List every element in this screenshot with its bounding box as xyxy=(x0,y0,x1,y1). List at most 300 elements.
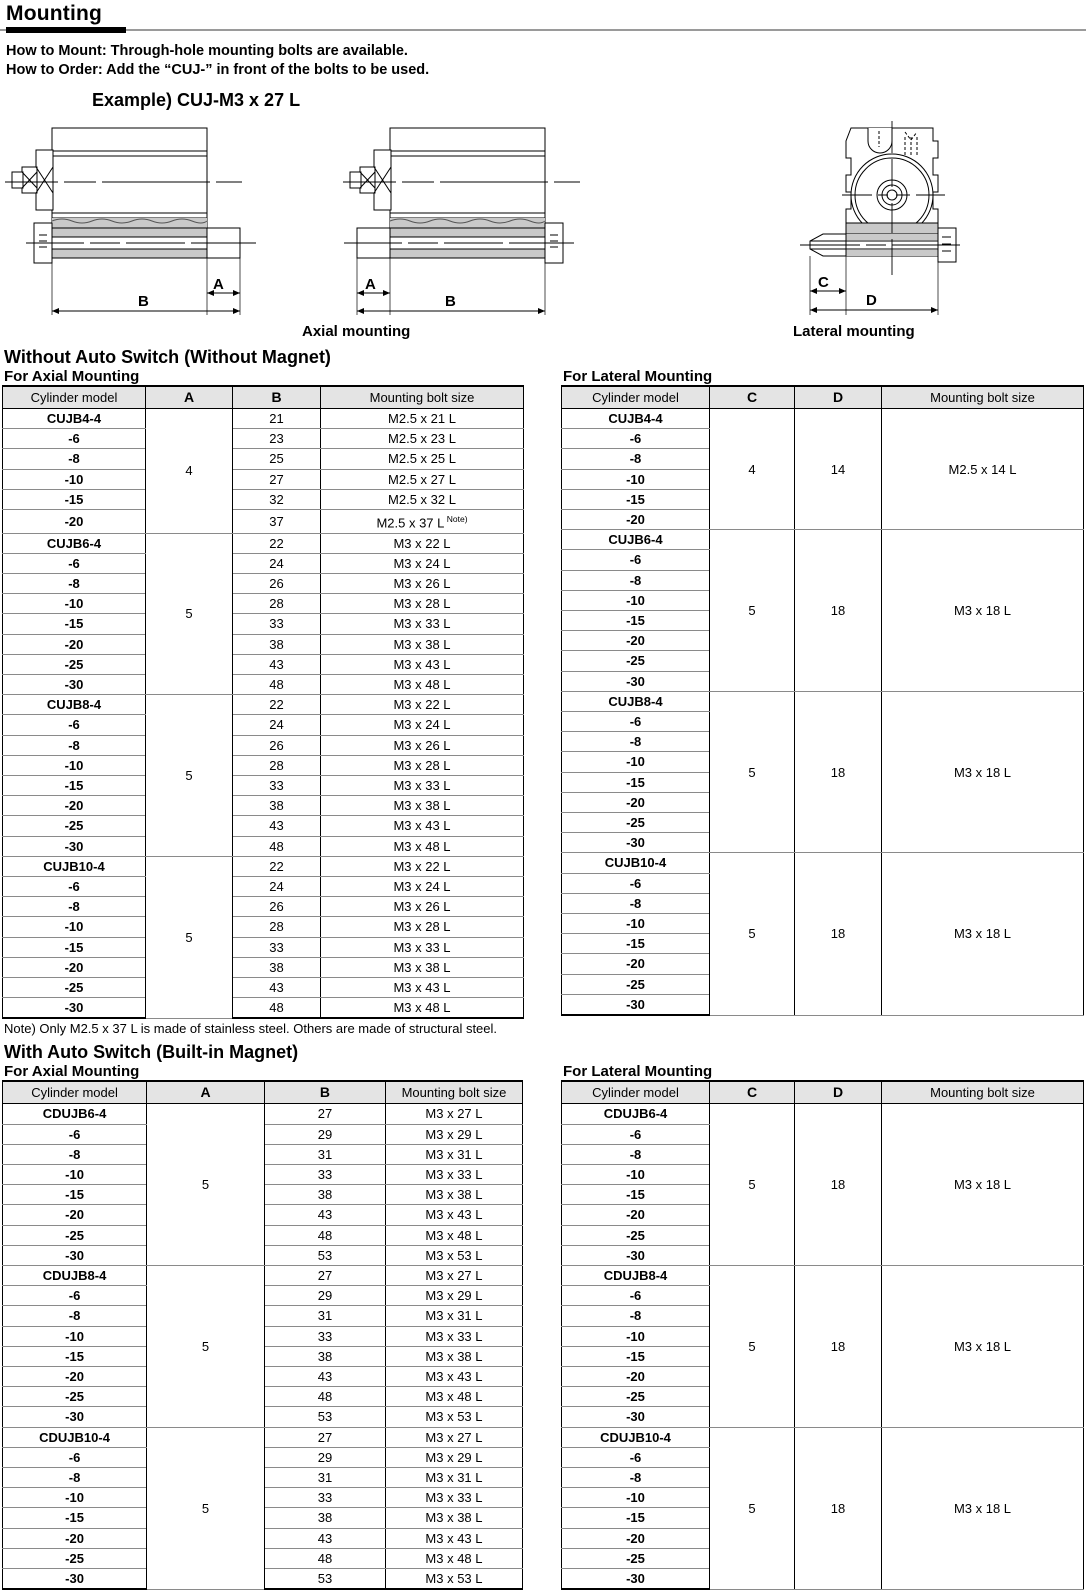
cell-b: 33 xyxy=(265,1488,386,1508)
cell-bolt-size: M2.5 x 23 L xyxy=(321,429,524,449)
table-row xyxy=(562,691,1084,711)
cell-cylinder-model: -10 xyxy=(562,914,710,934)
cell-cylinder-model: -10 xyxy=(562,1488,710,1508)
cell-cylinder-model: -30 xyxy=(562,833,710,853)
cell-cylinder-model: -6 xyxy=(562,712,710,732)
cell-b: 27 xyxy=(265,1104,386,1124)
table-row xyxy=(3,594,524,614)
cell-cylinder-model: -30 xyxy=(562,994,710,1015)
cell-cylinder-model: -6 xyxy=(3,877,146,897)
cell-d: 18 xyxy=(795,1104,882,1266)
cell-bolt-size: M3 x 53 L xyxy=(385,1245,522,1265)
cell-b: 31 xyxy=(265,1144,386,1164)
cell-b: 43 xyxy=(265,1528,386,1548)
cell-b: 43 xyxy=(233,654,321,674)
table-row xyxy=(562,853,1084,873)
cell-cylinder-model: -8 xyxy=(562,732,710,752)
cell-c: 5 xyxy=(710,1427,795,1589)
cell-bolt-size: M3 x 33 L xyxy=(321,937,524,957)
cell-cylinder-model: -30 xyxy=(3,998,146,1019)
cell-bolt-size: M3 x 24 L xyxy=(321,553,524,573)
cell-bolt-size: M3 x 48 L xyxy=(385,1225,522,1245)
cell-c: 5 xyxy=(710,1104,795,1266)
cell-b: 53 xyxy=(265,1245,386,1265)
cell-cylinder-model: -15 xyxy=(562,1346,710,1366)
cell-cylinder-model: -25 xyxy=(562,813,710,833)
cell-d: 18 xyxy=(795,1266,882,1428)
cell-cylinder-model: -20 xyxy=(562,792,710,812)
dim-label-b-right: B xyxy=(445,293,456,310)
cell-bolt-size: M3 x 38 L xyxy=(321,634,524,654)
cell-a: 5 xyxy=(147,1427,265,1589)
cell-a: 5 xyxy=(146,856,233,1018)
cell-cylinder-model: -30 xyxy=(3,1245,147,1265)
cell-cylinder-model: CUJB4-4 xyxy=(3,409,146,429)
cell-b: 43 xyxy=(265,1367,386,1387)
cell-cylinder-model: -15 xyxy=(3,1508,147,1528)
cell-bolt-size: M3 x 48 L xyxy=(321,998,524,1019)
table-row xyxy=(3,897,524,917)
cell-bolt-size: M3 x 28 L xyxy=(321,594,524,614)
cell-bolt-size: M3 x 33 L xyxy=(385,1488,522,1508)
cell-b: 21 xyxy=(233,409,321,429)
cell-cylinder-model: CUJB4-4 xyxy=(562,409,710,429)
cell-bolt-size: M3 x 26 L xyxy=(321,897,524,917)
drawings-svg xyxy=(0,115,1086,347)
cell-cylinder-model: -30 xyxy=(562,671,710,691)
col-bolt-size: Mounting bolt size xyxy=(882,386,1084,409)
cell-cylinder-model: -8 xyxy=(562,1144,710,1164)
cell-a: 5 xyxy=(146,533,233,695)
section-with-axial-heading: For Axial Mounting xyxy=(4,1063,140,1081)
table-row xyxy=(3,957,524,977)
dim-label-b-left: B xyxy=(138,293,149,310)
col-cylinder-model: Cylinder model xyxy=(3,1081,147,1104)
cell-bolt-size: M3 x 33 L xyxy=(385,1165,522,1185)
cell-bolt-size: M3 x 31 L xyxy=(385,1468,522,1488)
cell-cylinder-model: -25 xyxy=(3,978,146,998)
cell-cylinder-model: -6 xyxy=(562,873,710,893)
dim-label-d: D xyxy=(866,292,877,309)
cell-bolt-size: M3 x 22 L xyxy=(321,695,524,715)
table-row xyxy=(562,1266,1084,1286)
cell-cylinder-model: -6 xyxy=(3,715,146,735)
table-row xyxy=(3,775,524,795)
table-header-row xyxy=(562,386,1084,409)
table-body xyxy=(562,1104,1084,1589)
cell-b: 33 xyxy=(265,1326,386,1346)
cell-cylinder-model: -30 xyxy=(562,1245,710,1265)
cell-b: 38 xyxy=(265,1185,386,1205)
cell-b: 26 xyxy=(233,735,321,755)
cell-cylinder-model: -25 xyxy=(3,1387,147,1407)
cell-bolt-size: M3 x 29 L xyxy=(385,1447,522,1467)
cell-b: 27 xyxy=(265,1266,386,1286)
cell-cylinder-model: -10 xyxy=(562,752,710,772)
cell-a: 5 xyxy=(147,1104,265,1266)
table-body xyxy=(3,409,524,1019)
cell-cylinder-model: -20 xyxy=(3,796,146,816)
cell-b: 37 xyxy=(233,510,321,534)
table-row xyxy=(3,1427,523,1447)
table-header-row xyxy=(3,386,524,409)
cell-cylinder-model: CDUJB6-4 xyxy=(562,1104,710,1124)
table-row xyxy=(3,735,524,755)
cell-cylinder-model: -15 xyxy=(562,772,710,792)
cell-b: 22 xyxy=(233,856,321,876)
cell-bolt-size: M3 x 18 L xyxy=(882,1266,1084,1428)
cell-b: 38 xyxy=(265,1346,386,1366)
cell-d: 18 xyxy=(795,530,882,692)
table-without-axial xyxy=(2,385,524,1019)
cell-bolt-size: M3 x 18 L xyxy=(882,691,1084,853)
cell-bolt-size: M3 x 48 L xyxy=(385,1548,522,1568)
cell-c: 5 xyxy=(710,1266,795,1428)
title-rule-thin xyxy=(0,29,1086,31)
cell-b: 43 xyxy=(233,816,321,836)
cell-b: 25 xyxy=(233,449,321,469)
note-superscript: Note) xyxy=(444,514,468,525)
table-with-axial xyxy=(2,1080,523,1590)
cell-cylinder-model: -20 xyxy=(562,1367,710,1387)
cell-b: 38 xyxy=(233,796,321,816)
cell-bolt-size: M3 x 48 L xyxy=(321,674,524,694)
cell-bolt-size: M3 x 22 L xyxy=(321,533,524,553)
cell-bolt-size: M3 x 24 L xyxy=(321,877,524,897)
cell-b: 33 xyxy=(233,614,321,634)
cell-bolt-size: M3 x 27 L xyxy=(385,1104,522,1124)
axial-mounting-caption: Axial mounting xyxy=(302,323,411,340)
cell-cylinder-model: -8 xyxy=(3,573,146,593)
cell-bolt-size: M2.5 x 21 L xyxy=(321,409,524,429)
table-body xyxy=(562,409,1084,1016)
cell-cylinder-model: -20 xyxy=(3,634,146,654)
cell-b: 48 xyxy=(233,998,321,1019)
cell-bolt-size: M3 x 48 L xyxy=(385,1387,522,1407)
cell-cylinder-model: CUJB8-4 xyxy=(562,691,710,711)
cell-cylinder-model: -25 xyxy=(562,1387,710,1407)
cell-d: 18 xyxy=(795,691,882,853)
table-row xyxy=(562,1104,1084,1124)
cell-cylinder-model: -8 xyxy=(3,735,146,755)
cell-cylinder-model: -15 xyxy=(3,775,146,795)
cell-cylinder-model: CDUJB8-4 xyxy=(562,1266,710,1286)
table-row xyxy=(3,836,524,856)
col-bolt-size: Mounting bolt size xyxy=(321,386,524,409)
cell-cylinder-model: -30 xyxy=(3,1407,147,1427)
cell-cylinder-model: -10 xyxy=(3,1488,147,1508)
cell-b: 48 xyxy=(233,674,321,694)
cell-b: 48 xyxy=(265,1548,386,1568)
cell-b: 38 xyxy=(265,1508,386,1528)
cell-b: 38 xyxy=(233,634,321,654)
cell-bolt-size: M3 x 29 L xyxy=(385,1124,522,1144)
cell-cylinder-model: -20 xyxy=(3,1367,147,1387)
cell-b: 29 xyxy=(265,1124,386,1144)
title-rule-thick xyxy=(6,27,126,33)
cell-cylinder-model: -30 xyxy=(562,1569,710,1590)
table-row xyxy=(3,533,524,553)
col-b: B xyxy=(233,386,321,409)
cell-cylinder-model: -20 xyxy=(562,510,710,530)
dim-label-c: C xyxy=(818,274,829,291)
page-header xyxy=(0,0,1086,111)
lateral-mounting-caption: Lateral mounting xyxy=(793,323,915,340)
cell-b: 31 xyxy=(265,1306,386,1326)
cell-bolt-size: M2.5 x 14 L xyxy=(882,409,1084,530)
cell-cylinder-model: -15 xyxy=(562,489,710,509)
cell-cylinder-model: CUJB10-4 xyxy=(3,856,146,876)
cell-bolt-size: M2.5 x 32 L xyxy=(321,489,524,509)
cell-cylinder-model: CUJB6-4 xyxy=(3,533,146,553)
table-row xyxy=(3,409,524,429)
dim-label-a-right: A xyxy=(365,276,376,293)
cell-cylinder-model: -6 xyxy=(562,429,710,449)
table-row xyxy=(3,553,524,573)
table-row xyxy=(3,1266,523,1286)
table-row xyxy=(3,715,524,735)
cell-cylinder-model: -30 xyxy=(3,674,146,694)
cell-cylinder-model: -10 xyxy=(3,917,146,937)
cell-cylinder-model: -25 xyxy=(562,1225,710,1245)
cell-bolt-size: M3 x 43 L xyxy=(385,1367,522,1387)
section-without-lateral-heading: For Lateral Mounting xyxy=(563,368,713,385)
cell-cylinder-model: -10 xyxy=(3,469,146,489)
cell-cylinder-model: -10 xyxy=(3,1326,147,1346)
cell-cylinder-model: -25 xyxy=(3,654,146,674)
cell-b: 33 xyxy=(233,775,321,795)
how-to-order-text: How to Order: Add the “CUJ-” in front of the bolts to be used. xyxy=(6,62,430,78)
cell-cylinder-model: -20 xyxy=(3,1205,147,1225)
cell-bolt-size: M3 x 33 L xyxy=(385,1326,522,1346)
axial-drawing-right xyxy=(343,128,580,315)
table-row xyxy=(3,816,524,836)
cell-cylinder-model: -20 xyxy=(3,957,146,977)
cell-cylinder-model: -15 xyxy=(3,614,146,634)
cell-a: 4 xyxy=(146,409,233,534)
table-note: Note) Only M2.5 x 37 L is made of stainless steel. Others are made of structural steel. xyxy=(4,1021,498,1037)
cell-b: 28 xyxy=(233,755,321,775)
table-row xyxy=(3,449,524,469)
cell-bolt-size: M3 x 43 L xyxy=(385,1528,522,1548)
cell-cylinder-model: -8 xyxy=(3,1306,147,1326)
col-a: A xyxy=(146,386,233,409)
cell-cylinder-model: -8 xyxy=(562,570,710,590)
cell-cylinder-model: CUJB6-4 xyxy=(562,530,710,550)
cell-cylinder-model: -15 xyxy=(3,937,146,957)
section-with-auto-switch xyxy=(0,1042,1086,1590)
table-row xyxy=(3,937,524,957)
table-row xyxy=(3,917,524,937)
cell-c: 5 xyxy=(710,691,795,853)
cell-bolt-size: M3 x 18 L xyxy=(882,1104,1084,1266)
cell-cylinder-model: -10 xyxy=(3,755,146,775)
cell-cylinder-model: -25 xyxy=(562,1548,710,1568)
cell-b: 27 xyxy=(233,469,321,489)
cell-cylinder-model: -15 xyxy=(3,1185,147,1205)
cell-b: 38 xyxy=(233,957,321,977)
cell-cylinder-model: -30 xyxy=(562,1407,710,1427)
cell-b: 48 xyxy=(265,1387,386,1407)
cell-cylinder-model: -30 xyxy=(3,836,146,856)
table-row xyxy=(3,978,524,998)
table-row xyxy=(562,530,1084,550)
cell-cylinder-model: -8 xyxy=(562,449,710,469)
table-row xyxy=(3,695,524,715)
table-row xyxy=(3,755,524,775)
cell-b: 22 xyxy=(233,533,321,553)
table-header-row xyxy=(3,1081,523,1104)
table-body xyxy=(3,1104,523,1589)
table-row xyxy=(3,573,524,593)
cell-bolt-size: M3 x 18 L xyxy=(882,853,1084,1015)
cell-bolt-size: M3 x 18 L xyxy=(882,1427,1084,1589)
cell-cylinder-model: -25 xyxy=(3,1225,147,1245)
cell-bolt-size: M3 x 43 L xyxy=(321,978,524,998)
table-row xyxy=(562,1427,1084,1447)
section-with-lateral-heading: For Lateral Mounting xyxy=(563,1063,713,1081)
cell-cylinder-model: -20 xyxy=(562,954,710,974)
cell-bolt-size: M3 x 38 L xyxy=(321,796,524,816)
cell-b: 53 xyxy=(265,1407,386,1427)
table-without-lateral xyxy=(561,385,1084,1016)
cell-bolt-size: M3 x 38 L xyxy=(385,1346,522,1366)
cell-cylinder-model: -6 xyxy=(562,550,710,570)
cell-bolt-size: M3 x 26 L xyxy=(321,573,524,593)
cell-cylinder-model: -20 xyxy=(3,510,146,534)
cell-b: 24 xyxy=(233,715,321,735)
cell-b: 26 xyxy=(233,573,321,593)
col-c: C xyxy=(710,386,795,409)
table-row xyxy=(3,654,524,674)
cell-a: 5 xyxy=(146,695,233,857)
page-title: Mounting xyxy=(6,2,103,25)
table-row xyxy=(3,489,524,509)
cell-cylinder-model: -20 xyxy=(562,1205,710,1225)
col-d: D xyxy=(795,386,882,409)
cell-cylinder-model: -8 xyxy=(3,449,146,469)
table-row xyxy=(3,856,524,876)
cell-cylinder-model: -15 xyxy=(562,1185,710,1205)
cell-bolt-size: M3 x 33 L xyxy=(321,775,524,795)
table-row xyxy=(562,409,1084,429)
cell-d: 18 xyxy=(795,853,882,1015)
cell-cylinder-model: -8 xyxy=(562,1468,710,1488)
cell-b: 29 xyxy=(265,1447,386,1467)
cell-bolt-size: M3 x 27 L xyxy=(385,1266,522,1286)
table-row xyxy=(3,998,524,1019)
cell-cylinder-model: CDUJB6-4 xyxy=(3,1104,147,1124)
cell-bolt-size: M2.5 x 27 L xyxy=(321,469,524,489)
cell-c: 4 xyxy=(710,409,795,530)
section-without-heading: Without Auto Switch (Without Magnet) xyxy=(4,347,331,367)
cell-cylinder-model: -15 xyxy=(562,1508,710,1528)
cell-bolt-size: M2.5 x 37 L $^{Note)}$ xyxy=(321,510,524,534)
col-b: B xyxy=(265,1081,386,1104)
cell-b: 28 xyxy=(233,917,321,937)
cell-cylinder-model: -25 xyxy=(3,816,146,836)
cell-cylinder-model: -6 xyxy=(3,1447,147,1467)
cell-b: 22 xyxy=(233,695,321,715)
cell-cylinder-model: -8 xyxy=(562,1306,710,1326)
cell-b: 31 xyxy=(265,1468,386,1488)
col-bolt-size: Mounting bolt size xyxy=(385,1081,522,1104)
cell-cylinder-model: CDUJB8-4 xyxy=(3,1266,147,1286)
table-row xyxy=(3,796,524,816)
cell-cylinder-model: -6 xyxy=(3,553,146,573)
cell-bolt-size: M3 x 53 L xyxy=(385,1407,522,1427)
cell-cylinder-model: -15 xyxy=(3,1346,147,1366)
cell-cylinder-model: CUJB8-4 xyxy=(3,695,146,715)
how-to-block xyxy=(0,34,1086,80)
cell-cylinder-model: -6 xyxy=(562,1286,710,1306)
cell-bolt-size: M3 x 38 L xyxy=(385,1185,522,1205)
cell-cylinder-model: -15 xyxy=(562,934,710,954)
cell-c: 5 xyxy=(710,853,795,1015)
cell-cylinder-model: -8 xyxy=(3,1468,147,1488)
cell-cylinder-model: -10 xyxy=(562,1326,710,1346)
cell-cylinder-model: -20 xyxy=(562,631,710,651)
cell-bolt-size: M3 x 43 L xyxy=(321,816,524,836)
table-row xyxy=(3,877,524,897)
cell-bolt-size: M2.5 x 25 L xyxy=(321,449,524,469)
title-rule xyxy=(0,27,1086,34)
cell-bolt-size: M3 x 53 L xyxy=(385,1569,522,1590)
cell-cylinder-model: -6 xyxy=(562,1124,710,1144)
cell-cylinder-model: -25 xyxy=(3,1548,147,1568)
cell-bolt-size: M3 x 22 L xyxy=(321,856,524,876)
cell-b: 28 xyxy=(233,594,321,614)
section-with-heading: With Auto Switch (Built-in Magnet) xyxy=(4,1042,299,1063)
section-without-auto-switch xyxy=(0,347,1086,1036)
table-row xyxy=(3,510,524,534)
cell-bolt-size: M3 x 48 L xyxy=(321,836,524,856)
cell-cylinder-model: -8 xyxy=(3,897,146,917)
cell-d: 14 xyxy=(795,409,882,530)
cell-bolt-size: M3 x 29 L xyxy=(385,1286,522,1306)
cell-bolt-size: M3 x 27 L xyxy=(385,1427,522,1447)
table-row xyxy=(3,614,524,634)
example-text: Example) CUJ-M3 x 27 L xyxy=(92,90,301,110)
table-row xyxy=(3,469,524,489)
cell-bolt-size: M3 x 18 L xyxy=(882,530,1084,692)
cell-cylinder-model: CDUJB10-4 xyxy=(562,1427,710,1447)
cell-cylinder-model: -10 xyxy=(562,1165,710,1185)
cell-cylinder-model: -6 xyxy=(562,1447,710,1467)
how-to-mount-text: How to Mount: Through-hole mounting bolts are available. xyxy=(6,43,408,59)
cell-b: 29 xyxy=(265,1286,386,1306)
cell-bolt-size: M3 x 24 L xyxy=(321,715,524,735)
col-c: C xyxy=(710,1081,795,1104)
col-cylinder-model: Cylinder model xyxy=(562,386,710,409)
cell-cylinder-model: -10 xyxy=(562,469,710,489)
cell-cylinder-model: -6 xyxy=(3,1286,147,1306)
cell-cylinder-model: -20 xyxy=(3,1528,147,1548)
cell-cylinder-model: -10 xyxy=(3,594,146,614)
cell-b: 43 xyxy=(233,978,321,998)
cell-cylinder-model: -20 xyxy=(562,1528,710,1548)
cell-cylinder-model: -10 xyxy=(3,1165,147,1185)
cell-bolt-size: M3 x 31 L xyxy=(385,1306,522,1326)
cell-cylinder-model: -6 xyxy=(3,1124,147,1144)
table-row xyxy=(3,1104,523,1124)
cell-bolt-size: M3 x 38 L xyxy=(321,957,524,977)
cell-cylinder-model: -10 xyxy=(562,590,710,610)
col-bolt-size: Mounting bolt size xyxy=(882,1081,1084,1104)
cell-b: 27 xyxy=(265,1427,386,1447)
cell-cylinder-model: -25 xyxy=(562,651,710,671)
cell-b: 43 xyxy=(265,1205,386,1225)
